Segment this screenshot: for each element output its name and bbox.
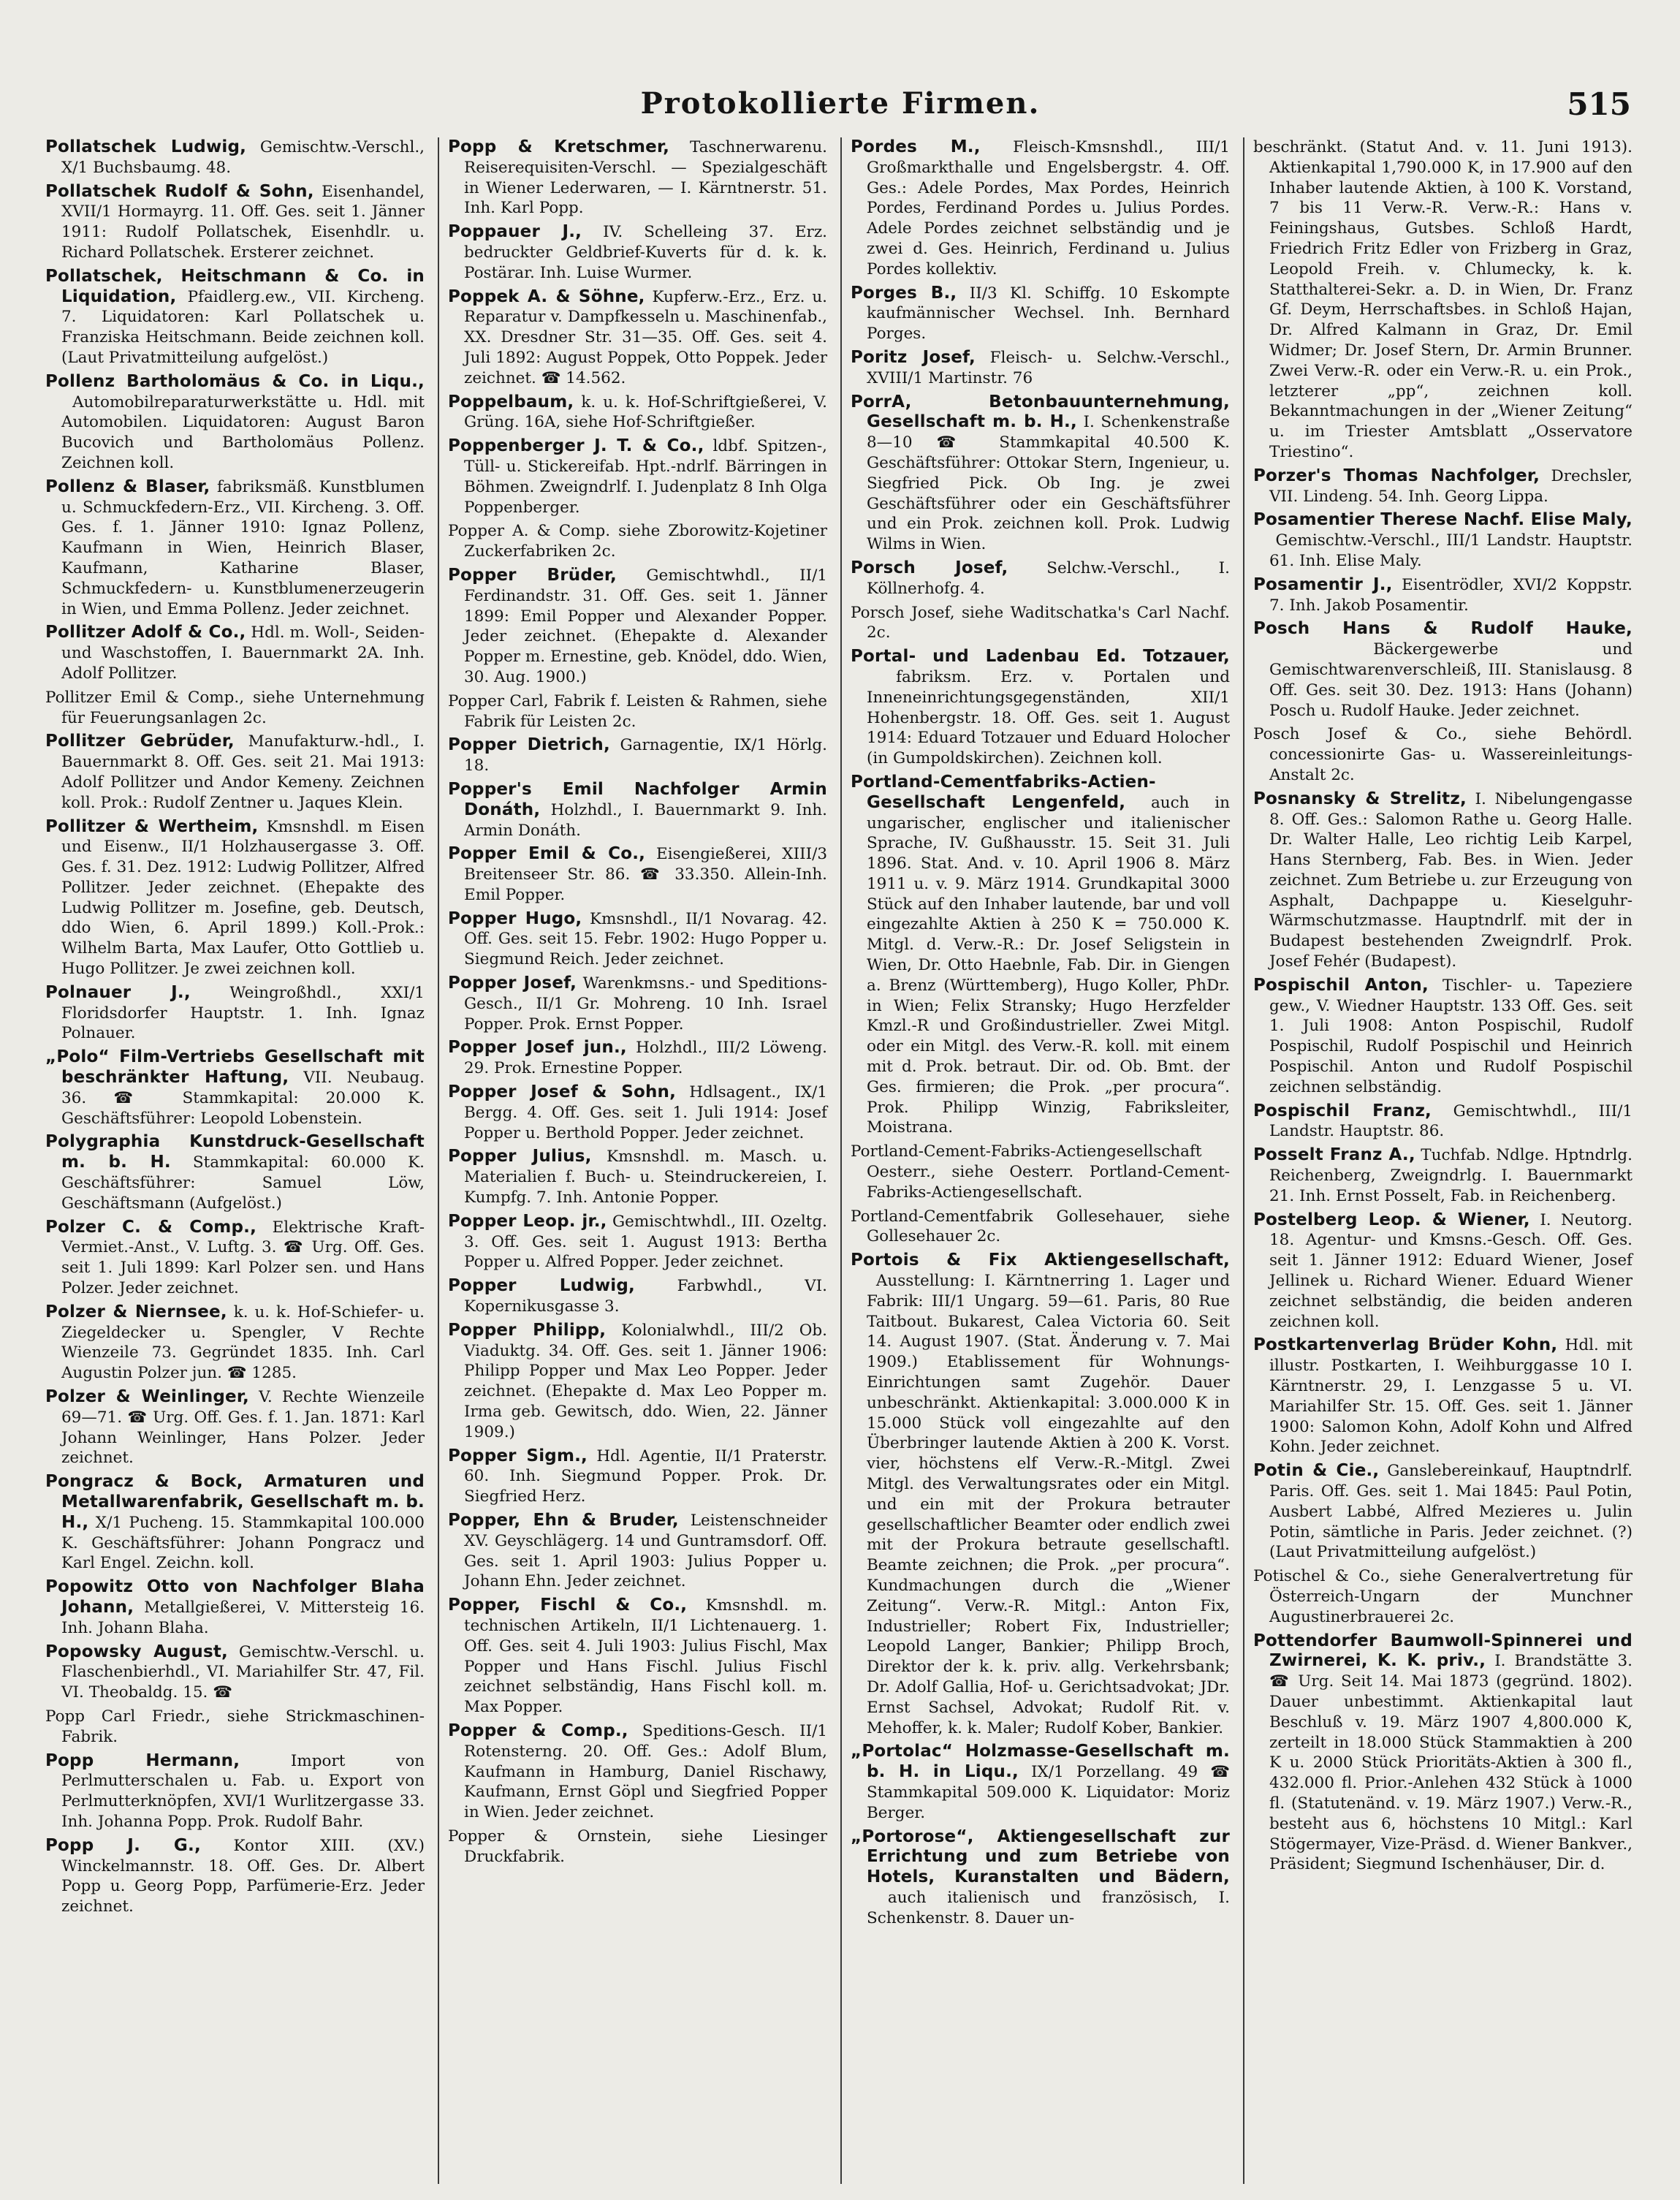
column-1 (45, 137, 430, 2184)
firm-details: Kupferw.-Erz., Erz. u. Reparatur v. Dampfkesseln u. Maschinenfab., XX. Dresdner Str. 31—35. Off. Ges. seit 4. Juli 1892: August Poppek, Otto Poppek. Jeder zeichnet. ☎ 14.562. (464, 287, 828, 387)
firm-entry (851, 392, 1230, 555)
firm-details: Kolonialwhdl., III/2 Ob. Viaduktg. 34. Off. Ges. seit 1. Jänner 1906: Philipp Popper und Max Leo Popper. Jeder zeichnet. (Ehepakte d. Max Leo Popper m. Irma geb. Gewitsch, ddo. Wien, 22. Jänner 1909.) (464, 1321, 827, 1441)
firm-entry (45, 1751, 425, 1832)
firm-entry (448, 1446, 827, 1507)
firm-name: Popper Josef, (448, 974, 577, 993)
firm-details: Kmsnshdl. m. technischen Artikeln, II/1 Lichtenauerg. 1. Off. Ges. seit 4. Juli 1903: Julius Fischl, Max Popper und Hans Fischl. Julius Fischl zeichnet selbständig, Hans Fischl koll. m. Max Popper. (464, 1596, 827, 1717)
firm-name: Popper Emil & Co., (448, 844, 646, 864)
firm-entry (448, 392, 827, 433)
firm-entry (448, 521, 827, 562)
firm-entry (448, 1827, 827, 1867)
firm-details: Kontor XIII. (XV.) Winckelmannstr. 18. Off. Ges. Dr. Albert Popp u. Georg Popp, Parfümerie-Erz. Jeder zeichnet. (61, 1836, 425, 1916)
firm-details: Porsch Josef, siehe Waditschatka's Carl Nachf. 2c. (851, 603, 1230, 642)
firm-name: Pottendorfer Baumwoll-Spinnerei und Zwirnerei, K. K. priv., (1253, 1631, 1633, 1671)
firm-details: Pfaidlerg.ew., VII. Kircheng. 7. Liquidatoren: Karl Pollatschek u. Franziska Heitschmann. Beide zeichnen koll. (Laut Privatmitteilung aufgelöst.) (61, 287, 425, 367)
firm-name: Posselt Franz A., (1253, 1145, 1415, 1165)
firm-name: Postkartenverlag Brüder Kohn, (1253, 1335, 1558, 1355)
firm-entry (1253, 976, 1633, 1098)
firm-name: Pollatschek Ludwig, (45, 137, 247, 156)
firm-name: Posamentir J., (1253, 574, 1393, 594)
firm-name: Polzer & Weinlinger, (45, 1387, 249, 1407)
firm-entry (45, 1047, 425, 1129)
firm-entry (45, 1302, 425, 1384)
firm-entry (851, 603, 1230, 644)
firm-details: VII. Neubaug. 36. ☎ Stammkapital: 20.000 K. Geschäftsführer: Leopold Lobenstein. (61, 1069, 425, 1128)
firm-name: Polzer & Niernsee, (45, 1302, 227, 1321)
firm-entry (1253, 575, 1633, 616)
firm-entry (1253, 724, 1633, 785)
firm-details: Eisentrödler, XVI/2 Koppstr. 7. Inh. Jakob Posamentir. (1269, 575, 1633, 615)
firm-entry (45, 1132, 425, 1213)
firm-entry (45, 477, 425, 620)
firm-details: Pollitzer Emil & Comp., siehe Unternehmung für Feuerungsanlagen 2c. (45, 688, 425, 727)
firm-name: Popp J. G., (45, 1835, 201, 1855)
firm-name: Portois & Fix Aktiengesellschaft, (851, 1251, 1230, 1270)
firm-entry (851, 137, 1230, 280)
firm-name: „Portolac“ Holzmasse-Gesellschaft m. b. H. in Liqu., (851, 1742, 1230, 1782)
firm-entry (448, 222, 827, 283)
firm-entry (851, 773, 1230, 1138)
firm-name: Pollitzer & Wertheim, (45, 816, 259, 836)
firm-entry (448, 780, 827, 841)
firm-details: Holzhdl., I. Bauernmarkt 9. Inh. Armin Donáth. (464, 800, 827, 840)
firm-details: Drechsler, VII. Lindeng. 54. Inh. Georg Lippa. (1269, 466, 1633, 506)
firm-details: Portland-Cementfabrik Gollesehauer, siehe Gollesehauer 2c. (851, 1207, 1230, 1246)
firm-details: Weingroßhdl., XXI/1 Floridsdorfer Hauptstr. 1. Inh. Ignaz Polnauer. (61, 983, 425, 1043)
firm-entry (1253, 1335, 1633, 1457)
firm-entry (45, 267, 425, 368)
firm-details: Popper Carl, Fabrik f. Leisten & Rahmen, siehe Fabrik für Leisten 2c. (448, 691, 827, 731)
firm-details: fabriksmäß. Kunstblumen u. Schmuckfedern-Erz., VII. Kircheng. 3. Off. Ges. f. 1. Jänner 1910: Ignaz Pollenz, Kaufmann in Wien, Heinrich Blaser, Kaufmann, Katharine Blaser, Schmuckfedern- u. Kunstblumenerzeugerin in Wien, und Emma Pollenz. Jeder zeichnet. (61, 477, 425, 618)
firm-details: Kmsnshdl. m Eisen und Eisenw., II/1 Holzhausergasse 3. Off. Ges. f. 31. Dez. 1912: Ludwig Pollitzer, Alfred Pollitzer. Jeder zeichnet. (Ehepakte des Ludwig Pollitzer m. Josefine, geb. Deutsch, ddo Wien, 6. April 1899.) Koll.-Prok.: Wilhelm Barta, Max Laufer, Otto Gottlieb u. Hugo Pollitzer. Je zwei zeichnen koll. (61, 817, 425, 979)
firm-entry (448, 566, 827, 688)
firm-details: Metallgießerei, V. Mittersteig 16. Inh. Johann Blaha. (61, 1598, 425, 1637)
firm-entry (448, 287, 827, 389)
firm-name: Popper Sigm., (448, 1446, 588, 1465)
firm-details: Gemischtw.-Verschl. u. Flaschenbierhdl., VI. Mariahilfer Str. 47, Fil. VI. Theobaldg. 15. ☎ (61, 1642, 425, 1702)
firm-entry (45, 817, 425, 979)
firm-details: Elektrische Kraft-Vermiet.-Anst., V. Luftg. 3. ☎ Urg. Off. Ges. seit 1. Juli 1899: Karl Polzer sen. und Hans Polzer. Jeder zeichnet. (61, 1218, 425, 1298)
firm-details: Stammkapital: 60.000 K. Geschäftsführer: Samuel Löw, Geschäftsmann (Aufgelöst.) (61, 1153, 425, 1213)
firm-entry (448, 974, 827, 1034)
firm-entry (448, 844, 827, 905)
column-4 (1243, 137, 1638, 2184)
firm-entry (45, 372, 425, 474)
firm-details: Tischler- u. Tapeziere gew., V. Wiedner Hauptstr. 133 Off. Ges. seit 1. Juli 1908: Anton Pospischil, Rudolf Pospischil, Rudolf Pospischil und Heinrich Pospischil. Anton und Rudolf Pospischil zeichnen selbständig. (1269, 976, 1633, 1096)
firm-details: V. Rechte Wienzeile 69—71. ☎ Urg. Off. Ges. f. 1. Jan. 1871: Karl Johann Weinlinger, Hans Polzer. Jeder zeichnet. (61, 1388, 425, 1468)
firm-entry (851, 558, 1230, 599)
firm-entry (45, 182, 425, 263)
page-number: 515 (1567, 86, 1631, 122)
firm-details: Potischel & Co., siehe Generalvertretung für Österreich-Ungarn der Munchner Augustinerbrauerei 2c. (1253, 1567, 1633, 1626)
directory-columns (45, 137, 1638, 2184)
firm-entry (851, 647, 1230, 769)
firm-details: II/3 Kl. Schiffg. 10 Eskompte kaufmännischer Wechsel. Inh. Bernhard Porges. (867, 284, 1230, 344)
firm-entry (45, 1642, 425, 1703)
firm-details: Warenkmsns.- und Speditions-Gesch., II/1 Gr. Mohreng. 10 Inh. Israel Popper. Prok. Ernst Popper. (464, 974, 827, 1033)
firm-entry (448, 1721, 827, 1823)
firm-entry (448, 691, 827, 732)
firm-details: Portland-Cement-Fabriks-Actiengesellschaft Oesterr., siehe Oesterr. Portland-Cement-Fabriks-Actiengesellschaft. (851, 1142, 1230, 1202)
firm-name: Popper & Comp., (448, 1721, 628, 1740)
firm-details: Hdlsagent., IX/1 Bergg. 4. Off. Ges. seit 1. Juli 1914: Josef Popper u. Berthold Popper. Jeder zeichnet. (464, 1083, 827, 1142)
firm-details: auch italienisch und französisch, I. Schenkenstr. 8. Dauer un- (867, 1888, 1230, 1927)
firm-name: Pongracz & Bock, Armaturen und Metallwarenfabrik, Gesellschaft m. b. H., (45, 1472, 425, 1532)
firm-details: Eisengießerei, XIII/3 Breitenseer Str. 86. ☎ 33.350. Allein-Inh. Emil Popper. (464, 845, 827, 904)
firm-name: Popper Leop. jr., (448, 1211, 607, 1231)
firm-details: Import von Perlmutterschalen u. Fab. u. Export von Perlmutterknöpfen, XVI/1 Wurlitzergasse 33. Inh. Johanna Popp. Prok. Rudolf Bahr. (61, 1751, 425, 1831)
firm-name: Popper Ludwig, (448, 1276, 635, 1296)
firm-details: I. Schenkenstraße 8—10 ☎ Stammkapital 40.500 K. Geschäftsführer: Ottokar Stern, Ingenieur, u. Siegfried Pick. Ob Ing. je zwei Geschäftsführer oder ein Geschäftsführer und ein Prok. zeichnen koll. Prok. Ludwig Wilms in Wien. (867, 413, 1230, 554)
firm-entry (1253, 1461, 1633, 1563)
firm-name: Portland-Cementfabriks-Actien-Gesellschaft Lengenfeld, (851, 772, 1156, 812)
firm-name: Pollitzer Adolf & Co., (45, 623, 246, 642)
firm-details: Garnagentie, IX/1 Hörlg. 18. (464, 736, 827, 775)
firm-entry (448, 735, 827, 776)
firm-name: Popper Josef jun., (448, 1038, 627, 1058)
firm-name: Portal- und Ladenbau Ed. Totzauer, (851, 647, 1230, 667)
firm-entry (45, 688, 425, 729)
firm-details: Popper & Ornstein, siehe Liesinger Druckfabrik. (448, 1827, 827, 1866)
firm-entry (851, 284, 1230, 344)
firm-details: Posch Josef & Co., siehe Behördl. concessionirte Gas- u. Wassereinleitungs-Anstalt 2c. (1253, 725, 1633, 784)
firm-name: „Polo“ Film-Vertriebs Gesellschaft mit beschränkter Haftung, (45, 1047, 425, 1088)
firm-entry (851, 1742, 1230, 1823)
firm-details: Bäckergewerbe und Gemischtwarenverschleiß, III. Stanislausg. 8 Off. Ges. seit 30. Dez. 1913: Hans (Johann) Posch u. Rudolf Hauke. Jeder zeichnet. (1269, 640, 1633, 720)
firm-name: Poppek A. & Söhne, (448, 287, 645, 306)
firm-name: Posnansky & Strelitz, (1253, 789, 1467, 808)
firm-entry (45, 1387, 425, 1468)
firm-name: Porzer's Thomas Nachfolger, (1253, 466, 1540, 485)
firm-name: Polygraphia Kunstdruck-Gesellschaft m. b. H. (45, 1132, 425, 1172)
firm-name: Poppenberger J. T. & Co., (448, 436, 704, 456)
firm-name: Polzer C. & Comp., (45, 1217, 257, 1237)
firm-details: Hdl. Agentie, II/1 Praterstr. 60. Inh. Siegmund Popper. Prok. Dr. Siegfried Herz. (464, 1446, 827, 1506)
firm-name: Pollenz & Blaser, (45, 477, 210, 496)
firm-entry (1253, 510, 1633, 571)
firm-entry (45, 1472, 425, 1574)
firm-entry (851, 1251, 1230, 1738)
firm-name: Popper Brüder, (448, 565, 617, 585)
firm-name: Polnauer J., (45, 982, 191, 1002)
firm-details: Fleisch- u. Selchw.-Verschl., XVIII/1 Martinstr. 76 (867, 348, 1230, 387)
firm-entry (45, 1707, 425, 1748)
firm-details: Hdl. m. Woll-, Seiden- und Waschstoffen, I. Bauernmarkt 2A. Inh. Adolf Pollitzer. (61, 623, 425, 683)
firm-name: Pordes M., (851, 137, 981, 156)
firm-name: PorrA, Betonbauunternehmung, Gesellschaft m. b. H., (851, 392, 1230, 432)
firm-entry (1253, 1631, 1633, 1875)
firm-details: I. Neutorg. 18. Agentur- und Kmsns.-Gesch. Off. Ges. seit 1. Jänner 1912: Eduard Wiener, Josef Jellinek u. Richard Wiener. Eduard Wiener zeichnet selbständig, die beiden anderen zeichnen koll. (1269, 1210, 1633, 1331)
firm-name: Popper Dietrich, (448, 735, 610, 755)
firm-entry (851, 348, 1230, 389)
firm-entry (448, 1511, 827, 1592)
firm-entry (45, 137, 425, 178)
firm-entry (448, 1321, 827, 1443)
firm-name: Popper Hugo, (448, 909, 582, 928)
firm-details: Ausstellung: I. Kärntnerring 1. Lager und Fabrik: III/1 Ungarg. 59—61. Paris, 80 Rue Taitbout. Bukarest, Calea Victoria 60. Seit 14. August 1907. (Stat. Änderung v. 7. Mai 1909.) Etablissement für Wohnungs-Einrichtungen samt Zugehör. Dauer unbeschränkt. Aktienkapital: 3.000.000 K in 15.000 Stück voll eingezahlte auf den Überbringer lautende Aktien à 200 K. Vorst. vier, höchstens elf Verw.-R.-Mitgl. Zwei Mitgl. des Verwaltungsrates oder ein Mitgl. und ein mit der Prokura betrauter gesellschaftlicher Beamter oder endlich zwei mit der Prokura betraute gesellschaftl. Beamte zeichnen; die Prok. „per procura“. Kundmachungen durch die „Wiener Zeitung“. Verw.-R. Mitgl.: Anton Fix, Industrieller; Robert Fix, Industrieller; Leopold Langer, Bankier; Philipp Broch, Direktor der k. k. priv. allg. Verkehrsbank; Dr. Adolf Gallia, Hof- u. Gerichtsadvokat; JDr. Ernst Sachsel, Advokat; Rudolf Rit. v. Mehoffer, k. k. Maler; Rudolf Kober, Bankier. (867, 1272, 1230, 1737)
firm-details: Eisenhandel, XVII/1 Hormayrg. 11. Off. Ges. seit 1. Jänner 1911: Rudolf Pollatschek, Eisenhdlr. u. Richard Pollatschek. Ersterer zeichnet. (61, 182, 425, 262)
firm-name: Pollatschek, Heitschmann & Co. in Liquidation, (45, 266, 425, 306)
firm-name: Popper Philipp, (448, 1320, 607, 1340)
firm-details: X/1 Pucheng. 15. Stammkapital 100.000 K. Geschäftsführer: Johann Pongracz und Karl Engel. Zeichn. koll. (61, 1513, 425, 1573)
firm-details: Selchw.-Verschl., I. Köllnerhofg. 4. (867, 558, 1230, 598)
firm-entry (45, 1577, 425, 1638)
firm-details: Gemischtwhdl., III. Ozeltg. 3. Off. Ges. seit 1. August 1913: Bertha Popper u. Alfred Popper. Jeder zeichnet. (464, 1212, 827, 1272)
firm-details: Popp Carl Friedr., siehe Strickmaschinen-Fabrik. (45, 1707, 425, 1746)
firm-details: Popper A. & Comp. siehe Zborowitz-Kojetiner Zuckerfabriken 2c. (448, 522, 827, 561)
firm-details: Kmsnshdl., II/1 Novarag. 42. Off. Ges. seit 15. Febr. 1902: Hugo Popper u. Siegmund Reich. Jeder zeichnet. (464, 909, 827, 969)
firm-details: Taschnerwarenu. Reiserequisiten-Verschl. — Spezialgeschäft in Wiener Lederwaren, — I. Kärntnerstr. 51. Inh. Karl Popp. (464, 138, 827, 218)
firm-details: Gemischtwhdl., III/1 Landstr. Hauptstr. 86. (1269, 1101, 1633, 1141)
firm-name: Posamentier Therese Nachf. Elise Maly, (1253, 510, 1633, 530)
firm-name: Pollatschek Rudolf & Sohn, (45, 181, 314, 201)
firm-details: Gemischtwhdl., II/1 Ferdinandstr. 31. Off. Ges. seit 1. Jänner 1899: Emil Popper und Alexander Popper. Jeder zeichnet. (Ehepakte d. Alexander Popper m. Ernestine, geb. Knödel, ddo. Wien, 30. Aug. 1900.) (464, 566, 827, 686)
firm-name: Porges B., (851, 283, 957, 303)
firm-details: Manufakturw.-hdl., I. Bauernmarkt 8. Off. Ges. seit 21. Mai 1913: Adolf Pollitzer und Andor Kemeny. Zeichnen koll. Prok.: Rudolf Zentner u. Jaques Klein. (61, 732, 425, 812)
firm-entry (448, 1212, 827, 1272)
firm-entry (1253, 789, 1633, 972)
firm-name: Popp Hermann, (45, 1750, 240, 1770)
page-title: Protokollierte Firmen. (640, 86, 1041, 121)
firm-details: Kmsnshdl. m. Masch. u. Materialien f. Buch- u. Steindruckereien, I. Kumpfg. 7. Inh. Antonie Popper. (464, 1148, 827, 1207)
firm-entry (851, 1142, 1230, 1202)
firm-details: Farbwhdl., VI. Kopernikusgasse 3. (464, 1277, 827, 1316)
firm-entry (45, 623, 425, 683)
firm-entry (851, 1207, 1230, 1248)
firm-entry (448, 1082, 827, 1143)
firm-name: Poppauer J., (448, 222, 582, 242)
firm-name: Pollenz Bartholomäus & Co. in Liqu., (45, 371, 425, 391)
firm-entry (45, 732, 425, 813)
firm-details: Gemischtw.-Verschl., X/1 Buchsbaumg. 48. (61, 138, 425, 177)
column-2 (438, 137, 833, 2184)
firm-details: IX/1 Porzellang. 49 ☎ Stammkapital 509.000 K. Liquidator: Moriz Berger. (867, 1763, 1230, 1822)
firm-details: k. u. k. Hof-Schiefer- u. Ziegeldecker u. Spengler, V Rechte Wienzeile 73. Gegründet 1835. Inh. Carl Augustin Polzer jun. ☎ 1285. (61, 1302, 425, 1383)
firm-entry (448, 436, 827, 517)
firm-name: Poppelbaum, (448, 392, 574, 411)
firm-name: Pospischil Anton, (1253, 975, 1429, 995)
firm-details: Holzhdl., III/2 Löweng. 29. Prok. Ernestine Popper. (464, 1039, 828, 1078)
firm-entry (1253, 137, 1633, 463)
firm-name: Poritz Josef, (851, 347, 976, 367)
firm-name: Pollitzer Gebrüder, (45, 732, 235, 751)
firm-details: Automobilreparaturwerkstätte u. Hdl. mit Automobilen. Liquidatoren: August Baron Bucovich und Bartholomäus Pollenz. Zeichnen koll. (61, 392, 425, 472)
firm-details: auch in ungarischer, englischer und italienischer Sprache, IV. Gußhausstr. 15. Seit 31. Juli 1896. Stat. And. v. 10. April 1906 8. März 1911 u. v. 9. März 1914. Grundkapital 3000 Stück auf den Inhaber lautende, bar und voll eingezahlte Aktien à 250 K = 750.000 K. Mitgl. d. Verw.-R.: Dr. Josef Seligstein in Wien, Dr. Otto Haebnle, Fab. Dir. in Giengen a. Brenz (Württemberg), Hugo Koller, PhDr. in Wien; Felix Stransky; Hugo Herzfelder Kmzl.-R und Großindustrieller. Zwei Mitgl. oder ein Mitgl. des Verw.-R. koll. mit einem mit d. Prok. betraut. Dir. od. Ob. Bmt. der Ges. firmieren; die Prok. „per procura“. Prok. Philipp Winzig, Fabriksleiter, Moistrana. (867, 793, 1230, 1137)
firm-name: Popper Josef & Sohn, (448, 1082, 677, 1102)
firm-details: Ganslebereinkauf, Hauptndrlf. Paris. Off. Ges. seit 1. Mai 1845: Paul Potin, Ausbert Labbé, Alfred Mezieres u. Julin Potin, sämtliche in Paris. Jeder zeichnet. (?) (Laut Privatmitteilung aufgelöst.) (1269, 1462, 1633, 1562)
firm-name: Popper, Fischl & Co., (448, 1596, 688, 1615)
firm-entry (1253, 1210, 1633, 1332)
firm-entry (45, 983, 425, 1044)
firm-entry (448, 909, 827, 970)
firm-entry (851, 1827, 1230, 1929)
firm-name: Popper Julius, (448, 1147, 592, 1167)
firm-name: Popowitz Otto von Nachfolger Blaha Johann, (45, 1577, 425, 1617)
firm-details: k. u. k. Hof-Schriftgießerei, V. Grüng. 16A, siehe Hof-Schriftgießer. (464, 392, 827, 432)
firm-entry (448, 1147, 827, 1207)
firm-entry (45, 1836, 425, 1917)
firm-details: Hdl. mit illustr. Postkarten, I. Weihburggasse 10 I. Kärntnerstr. 29, I. Lenzgasse 5 u. VI. Mariahilfer Str. 15. Off. Ges. seit 1. Jänner 1900: Salomon Kohn, Adolf Kohn und Alfred Kohn. Jeder zeichnet. (1269, 1336, 1633, 1457)
firm-name: Posch Hans & Rudolf Hauke, (1253, 619, 1633, 639)
firm-name: Pospischil Franz, (1253, 1101, 1432, 1120)
firm-name: Postelberg Leop. & Wiener, (1253, 1210, 1530, 1229)
firm-name: „Portorose“, Aktiengesellschaft zur Errichtung und zum Betriebe von Hotels, Kuranstalten und Bädern, (851, 1827, 1230, 1887)
firm-entry (448, 1596, 827, 1718)
firm-details: Gemischtw.-Verschl., III/1 Landstr. Hauptstr. 61. Inh. Elise Maly. (1269, 531, 1633, 570)
firm-name: Porsch Josef, (851, 558, 1008, 577)
firm-details: I. Nibelungengasse 8. Off. Ges.: Salomon Rathe u. Georg Halle. Dr. Walter Halle, Leo richtig Leib Karpel, Hans Sternberg, Fab. Bes. in Wien. Jeder zeichnet. Zum Betriebe u. zur Erzeugung von Asphalt, Dachpappe u. Kieselguhr-Wärmschutzmasse. Hauptndrlf. mit der in Budapest bestehenden Zweigndrlf. Prok. Josef Fehér (Budapest). (1269, 789, 1633, 971)
firm-entry (1253, 1101, 1633, 1142)
firm-details: Fleisch-Kmsnshdl., III/1 Großmarkthalle und Engelsbergstr. 4. Off. Ges.: Adele Pordes, Max Pordes, Heinrich Pordes, Ferdinand Pordes u. Julius Pordes. Adele Pordes zeichnet selbständig und je zwei d. Ges. Heinrich, Ferdinand u. Julius Pordes kollektiv. (867, 138, 1230, 278)
firm-entry (1253, 466, 1633, 507)
firm-entry (448, 1038, 827, 1079)
firm-entry (448, 1276, 827, 1317)
firm-details: Leistenschneider XV. Geyschlägerg. 14 und Guntramsdorf. Off. Ges. seit 1. April 1903: Julius Popper u. Johann Ehn. Jeder zeichnet. (464, 1511, 827, 1591)
firm-entry (448, 137, 827, 219)
firm-name: Popper's Emil Nachfolger Armin Donáth, (448, 779, 827, 819)
firm-name: Popowsky August, (45, 1642, 228, 1661)
firm-details: ldbf. Spitzen-, Tüll- u. Stickereifab. Hpt.-ndrlf. Bärringen in Böhmen. Zweigndrlf. I. Judenplatz 8 Inh Olga Poppenberger. (464, 437, 827, 517)
firm-entry (1253, 1566, 1633, 1627)
firm-details: beschränkt. (Statut And. v. 11. Juni 1913). Aktienkapital 1,790.000 K, in 17.900 auf den Inhaber lautende Aktien, à 100 K. Vorstand, 7 bis 11 Verw.-R. Verw.-R.: Hans v. Feiningshaus, Gutsbes. Schloß Hardt, Friedrich Fritz Edler von Frizberg in Graz, Leopold Freih. v. Chlumecky, k. k. Statthalterei-Sekr. a. D. in Wien, Dr. Franz Gf. Deym, Herrschaftsbes. in Schloß Hajan, Dr. Alfred Kalmann in Graz, Dr. Emil Widmer; Dr. Josef Stern, Dr. Armin Brunner. Zwei Verw.-R. oder ein Verw.-R. u. ein Prok., letzterer „pp“, zeichnen koll. Bekanntmachungen in der „Wiener Zeitung“ u. im Triester Amtsblatt „Osservatore Triestino“. (1253, 138, 1633, 461)
firm-entry (1253, 1145, 1633, 1206)
firm-details: I. Brandstätte 3. ☎ Urg. Seit 14. Mai 1873 (gegründ. 1802). Dauer unbestimmt. Aktienkapital laut Beschluß v. 19. März 1907 4,800.000 K, zerteilt in 18.000 Stück Stammaktien à 200 K u. 2000 Stück Prioritäts-Aktien à 300 fl., 432.000 fl. Prior.-Anlehen 432 Stück à 1000 fl. (Statutenänd. v. 19. März 1907.) Verw.-R., besteht aus 6, höchstens 10 Mitgl.: Karl Stögermayer, Vize-Präsd. d. Wiener Bankver., Präsident; Siegmund Ischenhäuser, Dir. d. (1269, 1652, 1633, 1874)
firm-entry (1253, 619, 1633, 721)
firm-details: IV. Schelleing 37. Erz. bedruckter Geldbrief-Kuverts für d. k. k. Postärar. Inh. Luise Wurmer. (464, 223, 827, 282)
firm-name: Potin & Cie., (1253, 1461, 1380, 1481)
firm-name: Popper, Ehn & Bruder, (448, 1511, 679, 1530)
firm-details: fabriksm. Erz. v. Portalen und Inneneinrichtungsgegenständen, XII/1 Hohenbergstr. 18. Off. Ges. seit 1. August 1914: Eduard Totzauer und Eduard Holocher (in Gumpoldskirchen). Zeichnen koll. (867, 667, 1230, 768)
firm-details: Tuchfab. Ndlge. Hptndrlg. Reichenberg, Zweigndrlg. I. Bauernmarkt 21. Inh. Ernst Posselt, Fab. in Reichenberg. (1269, 1146, 1633, 1205)
column-3 (840, 137, 1236, 2184)
firm-entry (45, 1218, 425, 1299)
firm-name: Popp & Kretschmer, (448, 137, 670, 156)
page-header (44, 86, 1637, 130)
firm-details: Speditions-Gesch. II/1 Rotensterng. 20. Off. Ges.: Adolf Blum, Kaufmann in Hamburg, Daniel Rischawy, Kaufmann, Ernst Göpl und Siegfried Popper in Wien. Jeder zeichnet. (464, 1721, 828, 1822)
